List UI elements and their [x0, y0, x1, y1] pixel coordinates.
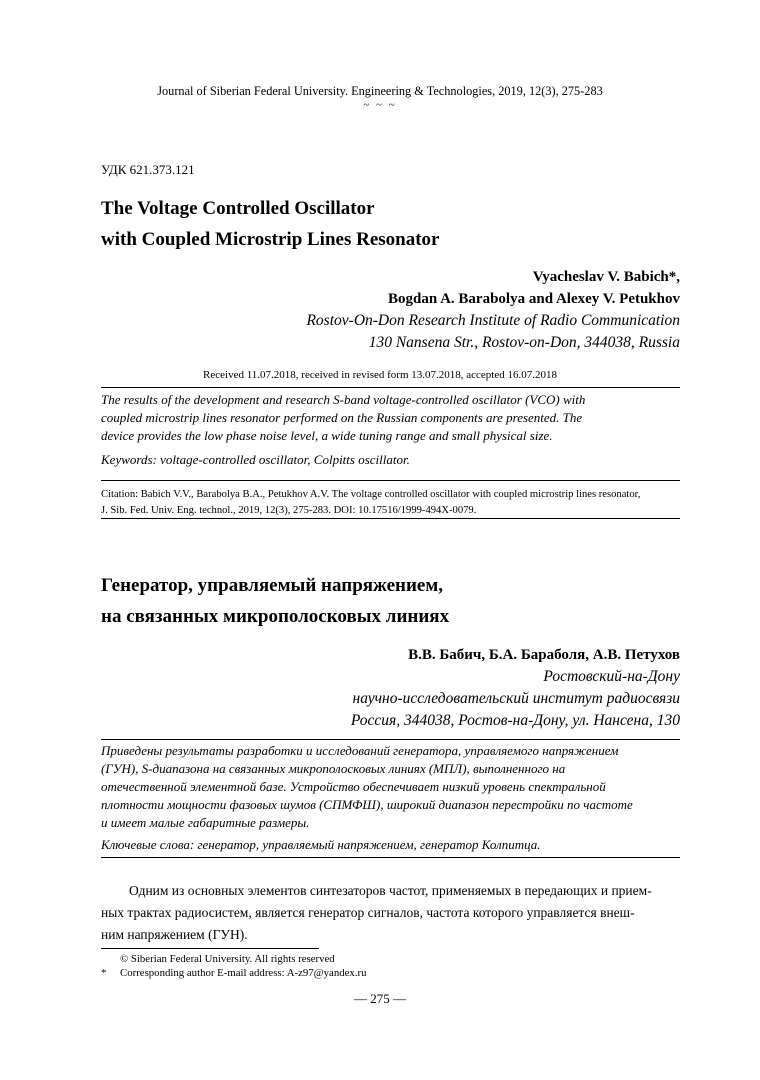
citation-line: Citation: Babich V.V., Barabolya B.A., Petukhov A.V. The voltage controlled oscillator with coupled microstrip lines resonator,	[101, 489, 641, 500]
author-block	[306, 266, 680, 354]
abstract-ru-line: отечественной элементной базе. Устройство обеспечивает низкий уровень спектральной	[101, 779, 606, 794]
abstract-ru-line: (ГУН), S-диапазона на связанных микрополосковых линиях (МПЛ), выполненного на	[101, 761, 566, 776]
divider-rule	[101, 387, 680, 388]
page-number: — 275 —	[354, 991, 406, 1006]
affiliation-ru-line-3: Россия, 344038, Ростов-на-Дону, ул. Нансена, 130	[350, 712, 680, 729]
abstract-ru-line: плотности мощности фазовых шумов (СПМФШ), широкий диапазон перестройки по частоте	[101, 797, 633, 812]
copyright-text: © Siberian Federal University. All rights reserved	[120, 953, 335, 965]
citation-line: J. Sib. Fed. Univ. Eng. technol., 2019, 12(3), 275-283. DOI: 10.17516/1999-494X-0079.	[101, 504, 477, 516]
footnote-star: *	[101, 967, 107, 979]
received-dates: Received 11.07.2018, received in revised form 13.07.2018, accepted 16.07.2018	[203, 369, 557, 381]
divider-rule	[101, 739, 680, 740]
citation	[101, 487, 680, 518]
header-divider: ~ ~ ~	[363, 99, 397, 111]
abstract-ru-line: и имеет малые габаритные размеры.	[101, 815, 310, 830]
keywords-ru: Ключевые слова: генератор, управляемый напряжением, генератор Колпитца.	[101, 837, 541, 852]
affiliation-line-1: Rostov-On-Don Research Institute of Radio Communication	[306, 312, 680, 329]
footnote-rule	[101, 948, 319, 949]
author-names-ru: В.В. Бабич, Б.А. Бараболя, А.В. Петухов	[408, 647, 680, 663]
body-line: ним напряжением (ГУН).	[101, 927, 248, 942]
affiliation-ru-line-2: научно-исследовательский институт радиосвязи	[352, 690, 680, 707]
author-line-2: Bogdan A. Barabolya and Alexey V. Petukhov	[387, 291, 680, 307]
abstract-en-line: The results of the development and research S-band voltage-controlled oscillator (VCO) with	[101, 392, 586, 407]
abstract-ru	[101, 742, 680, 832]
abstract-en-line: device provides the low phase noise level, a wide tuning range and small physical size.	[101, 428, 553, 443]
abstract-en-line: coupled microstrip lines resonator performed on the Russian components are presented. The	[101, 410, 583, 425]
author-line-1: Vyacheslav V. Babich*,	[532, 269, 680, 285]
divider-rule	[101, 518, 680, 519]
paper-title-line-1: The Voltage Controlled Oscillator	[101, 198, 375, 219]
affiliation-ru-line-1: Ростовский-на-Дону	[543, 668, 680, 685]
footnotes	[101, 952, 367, 980]
body-line: ных трактах радиосистем, является генератор сигналов, частота которого управляется внеш-	[101, 905, 635, 920]
body-line: Одним из основных элементов синтезаторов частот, применяемых в передающих и прием-	[129, 883, 652, 898]
divider-rule	[101, 480, 680, 481]
abstract-en	[101, 391, 680, 445]
paper-title-ru-line-1: Генератор, управляемый напряжением,	[101, 575, 444, 596]
abstract-ru-line: Приведены результаты разработки и исследований генератора, управляемого напряжением	[101, 743, 619, 758]
udk-code: УДК 621.373.121	[101, 162, 195, 177]
divider-rule	[101, 857, 680, 858]
paper-title	[101, 193, 439, 255]
footnote-corresponding	[101, 966, 367, 980]
corresponding-author-text: Corresponding author E-mail address: A-z97@yandex.ru	[120, 967, 367, 979]
footnote-copyright	[101, 952, 367, 966]
keywords-en: Keywords: voltage-controlled oscillator, Colpitts oscillator.	[101, 452, 410, 467]
author-block-ru	[351, 644, 680, 732]
paper-title-ru	[101, 570, 449, 632]
journal-header: Journal of Siberian Federal University. Engineering & Technologies, 2019, 12(3), 275-283	[157, 84, 603, 98]
paper-title-ru-line-2: на связанных микрополосковых линиях	[101, 606, 450, 627]
affiliation-line-2: 130 Nansena Str., Rostov-on-Don, 344038, Russia	[368, 334, 680, 351]
body-paragraph	[101, 880, 680, 946]
paper-title-line-2: with Coupled Microstrip Lines Resonator	[101, 229, 440, 250]
